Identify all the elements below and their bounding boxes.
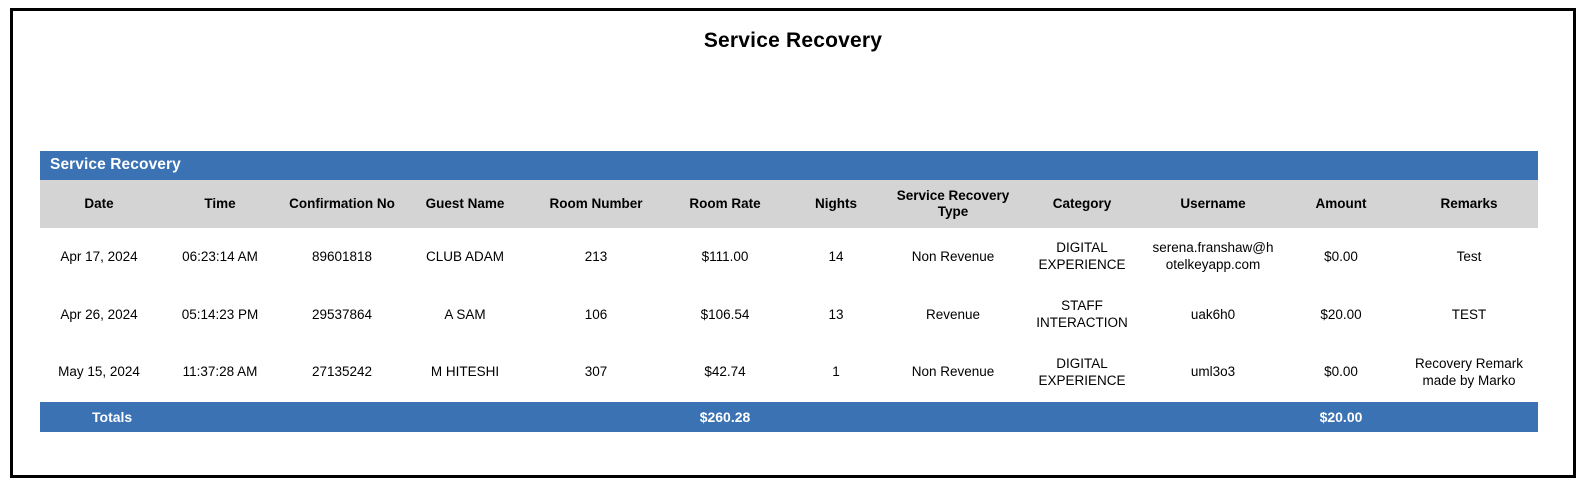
cell-category: DIGITAL EXPERIENCE	[1038, 240, 1126, 273]
table-header	[40, 180, 1538, 228]
column-header-username: Username	[1144, 180, 1282, 228]
report-frame	[10, 8, 1576, 478]
column-header-service-recovery-type: Service Recovery Type	[886, 180, 1020, 228]
totals-nights-blank	[786, 402, 886, 432]
cell-amount: $0.00	[1324, 364, 1358, 380]
totals-category-blank	[1020, 402, 1144, 432]
cell-room-rate: $111.00	[701, 248, 749, 264]
service-recovery-table-container	[40, 151, 1538, 432]
cell-nights: 14	[828, 248, 844, 264]
column-header-nights: Nights	[786, 180, 886, 228]
cell-confirmation-no: 89601818	[311, 248, 373, 264]
column-header-room-rate: Room Rate	[664, 180, 786, 228]
cell-remarks: Test	[1456, 248, 1482, 264]
cell-service-recovery-type: Revenue	[925, 306, 981, 322]
cell-room-rate: $106.54	[700, 306, 750, 322]
column-header-guest-name: Guest Name	[402, 180, 528, 228]
cell-username: serena.franshaw@hotelkeyapp.com	[1152, 240, 1274, 273]
cell-time: 06:23:14 AM	[182, 248, 258, 264]
cell-room-number: 213	[584, 248, 608, 264]
cell-amount: $0.00	[1324, 248, 1358, 264]
totals-room-rate: $260.28	[664, 402, 786, 432]
section-band-row	[40, 151, 1538, 180]
cell-username: uml3o3	[1190, 364, 1236, 380]
cell-confirmation-no: 29537864	[311, 306, 373, 322]
cell-confirmation-no: 27135242	[311, 364, 373, 380]
page-title: Service Recovery	[703, 29, 883, 52]
section-band-label: Service Recovery	[40, 151, 1538, 180]
column-header-room-number: Room Number	[528, 180, 664, 228]
column-header-confirmation-no: Confirmation No	[282, 180, 402, 228]
totals-amount: $20.00	[1282, 402, 1400, 432]
column-header-remarks: Remarks	[1400, 180, 1538, 228]
cell-service-recovery-type: Non Revenue	[911, 364, 995, 380]
column-header-date: Date	[40, 180, 158, 228]
column-header-category: Category	[1020, 180, 1144, 228]
cell-room-number: 307	[584, 364, 608, 380]
column-header-time: Time	[158, 180, 282, 228]
cell-username: uak6h0	[1190, 306, 1236, 322]
totals-row	[40, 402, 1538, 432]
cell-remarks: TEST	[1451, 306, 1487, 322]
cell-date: Apr 17, 2024	[60, 248, 138, 264]
service-recovery-table	[40, 151, 1538, 432]
cell-guest-name: A SAM	[444, 306, 486, 322]
cell-date: Apr 26, 2024	[60, 306, 138, 322]
cell-time: 05:14:23 PM	[181, 306, 259, 322]
cell-nights: 1	[832, 364, 840, 380]
cell-date: May 15, 2024	[58, 364, 140, 380]
header-row	[40, 180, 1538, 228]
cell-time: 11:37:28 AM	[182, 364, 258, 380]
cell-category: DIGITAL EXPERIENCE	[1038, 355, 1126, 388]
cell-guest-name: CLUB ADAM	[425, 248, 505, 264]
cell-service-recovery-type: Non Revenue	[911, 248, 995, 264]
table-row	[40, 228, 1538, 286]
cell-nights: 13	[828, 306, 844, 322]
totals-type-blank	[886, 402, 1020, 432]
cell-room-number: 106	[584, 306, 608, 322]
totals-label: Totals	[40, 402, 664, 432]
cell-remarks: Recovery Remark made by Marko	[1414, 355, 1524, 388]
column-header-amount: Amount	[1282, 180, 1400, 228]
cell-guest-name: M HITESHI	[430, 364, 500, 380]
table-row	[40, 286, 1538, 344]
table-row	[40, 344, 1538, 402]
table-body	[40, 228, 1538, 401]
cell-amount: $20.00	[1320, 306, 1362, 322]
cell-room-rate: $42.74	[704, 364, 746, 380]
cell-category: STAFF INTERACTION	[1036, 298, 1128, 330]
totals-username-blank	[1144, 402, 1282, 432]
totals-remarks-blank	[1400, 402, 1538, 432]
